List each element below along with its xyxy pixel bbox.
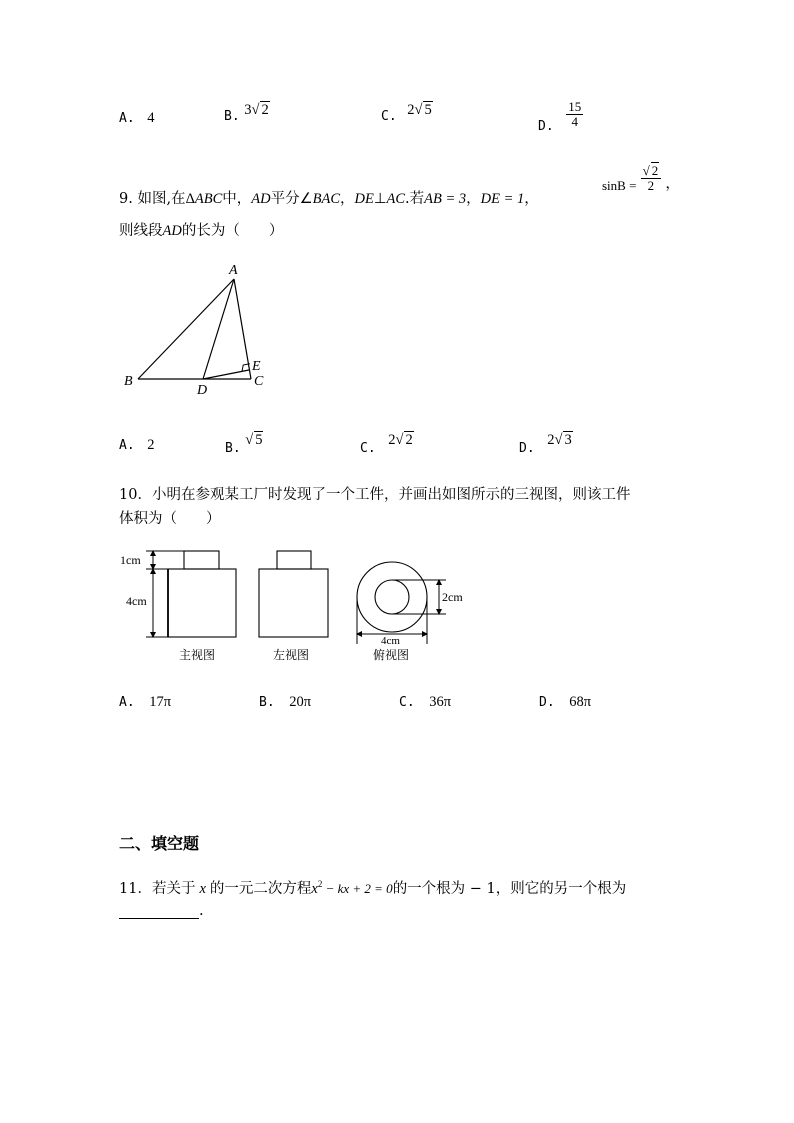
numerator: √ 2 (641, 164, 662, 179)
q8-option-c (381, 102, 433, 125)
sqrt-sign: √ 2 (251, 102, 269, 118)
text: ， (524, 191, 539, 207)
math-var: AC (386, 191, 406, 207)
side-ab (138, 279, 234, 379)
coefficient: 2 (547, 432, 555, 448)
text: 平分 (270, 191, 300, 207)
text: 的长为（ ） (181, 223, 284, 239)
option-value (407, 102, 432, 118)
sinb-expression (602, 164, 680, 192)
q9-option-b (225, 432, 263, 457)
coefficient: 2 (407, 102, 415, 118)
top-view-outer-circle (357, 562, 427, 632)
dim-label-4cm-diameter: 4cm (381, 635, 400, 647)
math-var: x (311, 881, 318, 897)
text: 则线段 (119, 223, 163, 239)
radicand: 2 (651, 163, 659, 178)
option-letter: B. (225, 441, 241, 456)
math-expr: DE = 1 (480, 191, 525, 207)
label-e: E (252, 359, 261, 374)
left-view-top-block (277, 551, 311, 569)
denominator: 4 (571, 113, 579, 129)
option-letter: B. (259, 695, 275, 710)
dim-label-2cm: 2cm (442, 590, 463, 604)
option-letter: A. (119, 111, 135, 126)
option-letter: B. (224, 109, 240, 124)
option-letter: C. (360, 441, 376, 456)
coefficient: 2 (388, 432, 396, 448)
option-value (245, 432, 263, 448)
radicand: 3 (564, 432, 572, 448)
sqrt-sign: √ 5 (414, 102, 432, 118)
option-value: 2 (147, 437, 155, 453)
q8-option-b (224, 102, 270, 125)
option-letter: C. (399, 695, 415, 710)
text: 11．若关于 (119, 881, 196, 897)
q9-stem-line1 (119, 187, 539, 208)
exponent: 2 (317, 879, 323, 890)
option-value: 4 (147, 110, 155, 126)
top-view-inner-circle (375, 580, 409, 614)
option-value: 36π (429, 694, 452, 710)
math-var: x (199, 881, 206, 897)
q10-option-d (539, 694, 591, 711)
label-a: A (229, 263, 238, 278)
option-letter: D. (519, 441, 535, 456)
q10-option-b (259, 694, 311, 711)
math-var: AD (162, 223, 182, 239)
math-var: AD (251, 191, 271, 207)
q9-option-d (519, 432, 573, 457)
triangle-symbol: Δ (185, 191, 195, 207)
text: ， (340, 191, 355, 207)
q10-three-views-figure (116, 544, 486, 668)
left-view-body (259, 569, 328, 637)
option-value (547, 432, 572, 448)
radicand: 2 (405, 432, 413, 448)
q11-stem (119, 877, 626, 898)
sqrt-sign: √ 3 (554, 432, 572, 448)
front-view-top-block (184, 551, 219, 569)
option-letter: A. (119, 438, 135, 453)
dim-label-4cm: 4cm (126, 594, 147, 608)
text: .若 (405, 191, 425, 207)
front-view-body (168, 569, 236, 637)
q9-option-a (119, 437, 155, 454)
front-view-label: 主视图 (179, 648, 216, 662)
sqrt-sign: √ 2 (395, 432, 413, 448)
q9-triangle-figure (118, 258, 278, 398)
math-var: DE (354, 191, 374, 207)
math-var: ABC (194, 191, 223, 207)
option-value: 68π (569, 694, 592, 710)
perp-symbol: ⊥ (373, 191, 387, 207)
fraction (641, 164, 662, 192)
fraction (566, 100, 583, 128)
math-expr: AB = 3 (424, 191, 467, 207)
option-value (388, 432, 413, 448)
option-value: 20π (289, 694, 312, 710)
q9-stem-line2 (119, 219, 283, 240)
q10-stem-line1: 10．小明在参观某工厂时发现了一个工件，并画出如图所示的三视图，则该工件 (119, 487, 631, 503)
option-value: 17π (149, 694, 172, 710)
equation (311, 881, 392, 897)
q10-option-c (399, 694, 451, 711)
radicand: 5 (255, 432, 263, 448)
q8-option-d (538, 99, 583, 135)
sqrt-sign: √ 5 (245, 432, 263, 448)
label-c: C (254, 374, 264, 389)
left-view-label: 左视图 (273, 648, 310, 662)
radicand: 5 (424, 102, 432, 118)
segment-ad (203, 279, 234, 379)
top-view-label: 俯视图 (373, 648, 410, 662)
option-value (244, 102, 269, 118)
q10-stem-line2: 体积为（ ） (119, 511, 221, 527)
text: 如图,在 (137, 191, 186, 207)
text: 中， (222, 191, 252, 207)
denominator: 2 (647, 177, 655, 193)
text: 的一个根为 − 1，则它的另一个根为 (392, 881, 627, 897)
q11-answer-line (119, 903, 204, 919)
q9-option-c (360, 432, 414, 457)
option-letter: A. (119, 695, 135, 710)
answer-blank[interactable] (119, 904, 199, 919)
math-expr: − kx + 2 = 0 (322, 881, 393, 896)
option-letter: D. (539, 695, 555, 710)
angle-symbol: ∠ (299, 191, 313, 207)
text: ， (466, 191, 481, 207)
label-b: B (124, 374, 133, 389)
q8-option-a (119, 110, 155, 127)
option-letter: D. (538, 119, 554, 135)
text: . (199, 903, 204, 919)
coefficient: 3 (244, 102, 252, 118)
text: 的一元二次方程 (209, 881, 312, 897)
math-var: BAC (312, 191, 341, 207)
radicand: 2 (261, 102, 269, 118)
section-heading: 二、填空题 (119, 834, 200, 853)
numerator: 15 (568, 99, 582, 114)
text: ， (665, 175, 680, 192)
q10-option-a (119, 694, 171, 711)
label-d: D (197, 383, 208, 398)
dim-label-1cm: 1cm (120, 553, 141, 567)
question-number: 9. (119, 191, 133, 207)
option-letter: C. (381, 109, 397, 124)
math-expr: sinB = (602, 177, 637, 193)
